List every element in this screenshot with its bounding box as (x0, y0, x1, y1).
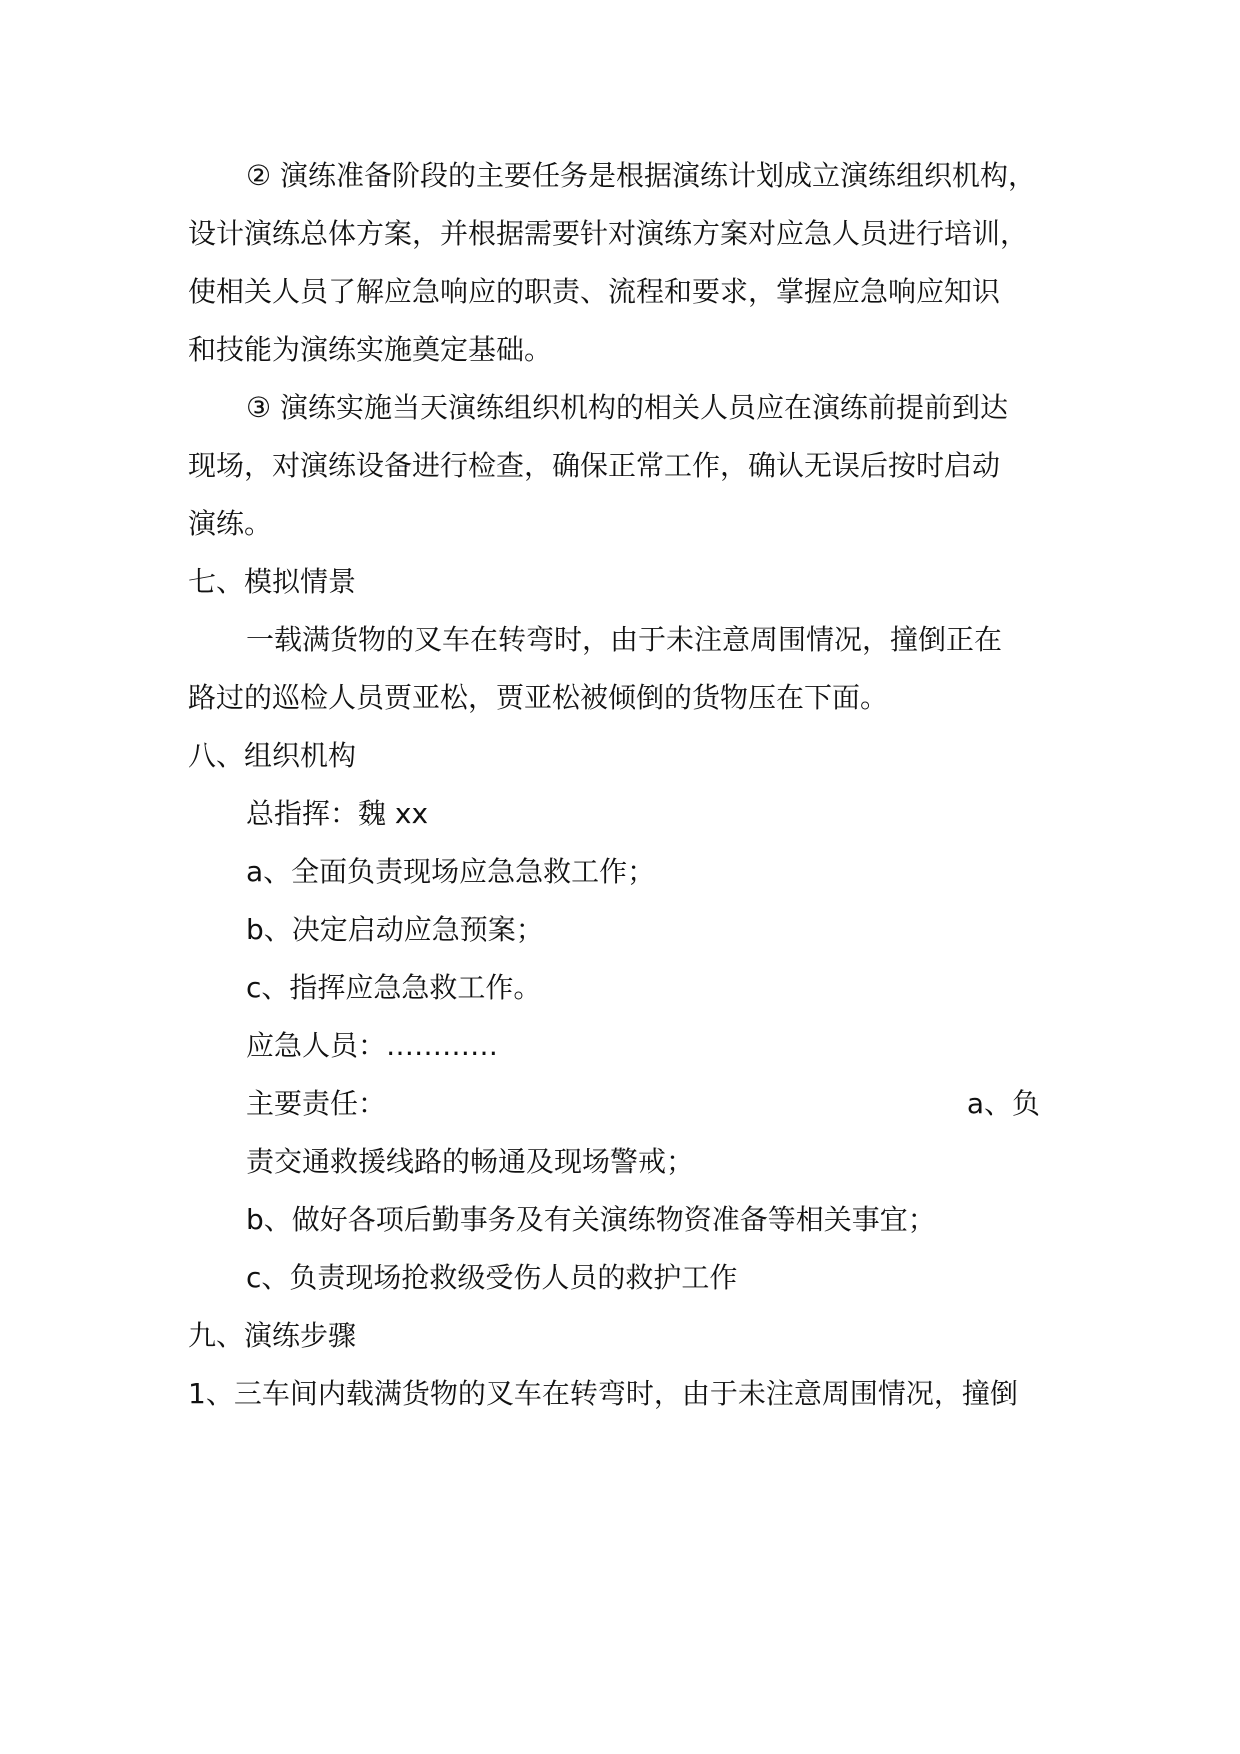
section-heading: 九、演练步骤 (188, 1319, 357, 1352)
list-item: 总指挥：魏 xx (246, 797, 429, 830)
section-heading: 七、模拟情景 (188, 565, 357, 598)
paragraph-line: ③ 演练实施当天演练组织机构的相关人员应在演练前提前到达 (246, 391, 1009, 424)
list-item: b、决定启动应急预案； (246, 913, 544, 946)
paragraph-line: ② 演练准备阶段的主要任务是根据演练计划成立演练组织机构， (246, 159, 1037, 192)
paragraph-line: 1、三车间内载满货物的叉车在转弯时，由于未注意周围情况，撞倒 (188, 1377, 1018, 1410)
paragraph-line: 使相关人员了解应急响应的职责、流程和要求，掌握应急响应知识 (188, 275, 1001, 308)
list-item: 责交通救援线路的畅通及现场警戒； (246, 1145, 695, 1178)
section-heading: 八、组织机构 (188, 739, 357, 772)
responsibility-item-start: a、负 (966, 1087, 1040, 1120)
list-item: 应急人员：………… (246, 1029, 499, 1062)
list-item: c、负责现场抢救级受伤人员的救护工作 (246, 1261, 738, 1294)
responsibility-line (246, 1072, 1078, 1136)
list-item: c、指挥应急急救工作。 (246, 971, 542, 1004)
paragraph-line: 路过的巡检人员贾亚松，贾亚松被倾倒的货物压在下面。 (188, 681, 889, 714)
paragraph-line: 现场，对演练设备进行检查，确保正常工作，确认无误后按时启动 (188, 449, 1001, 482)
paragraph-line: 设计演练总体方案，并根据需要针对演练方案对应急人员进行培训， (188, 217, 1029, 250)
list-item: b、做好各项后勤事务及有关演练物资准备等相关事宜； (246, 1203, 936, 1236)
paragraph-line: 演练。 (188, 507, 273, 540)
list-item: a、全面负责现场应急急救工作； (246, 855, 656, 888)
paragraph-line: 和技能为演练实施奠定基础。 (188, 333, 553, 366)
responsibility-label: 主要责任： (246, 1087, 387, 1120)
paragraph-line: 一载满货物的叉车在转弯时，由于未注意周围情况，撞倒正在 (246, 623, 1003, 656)
